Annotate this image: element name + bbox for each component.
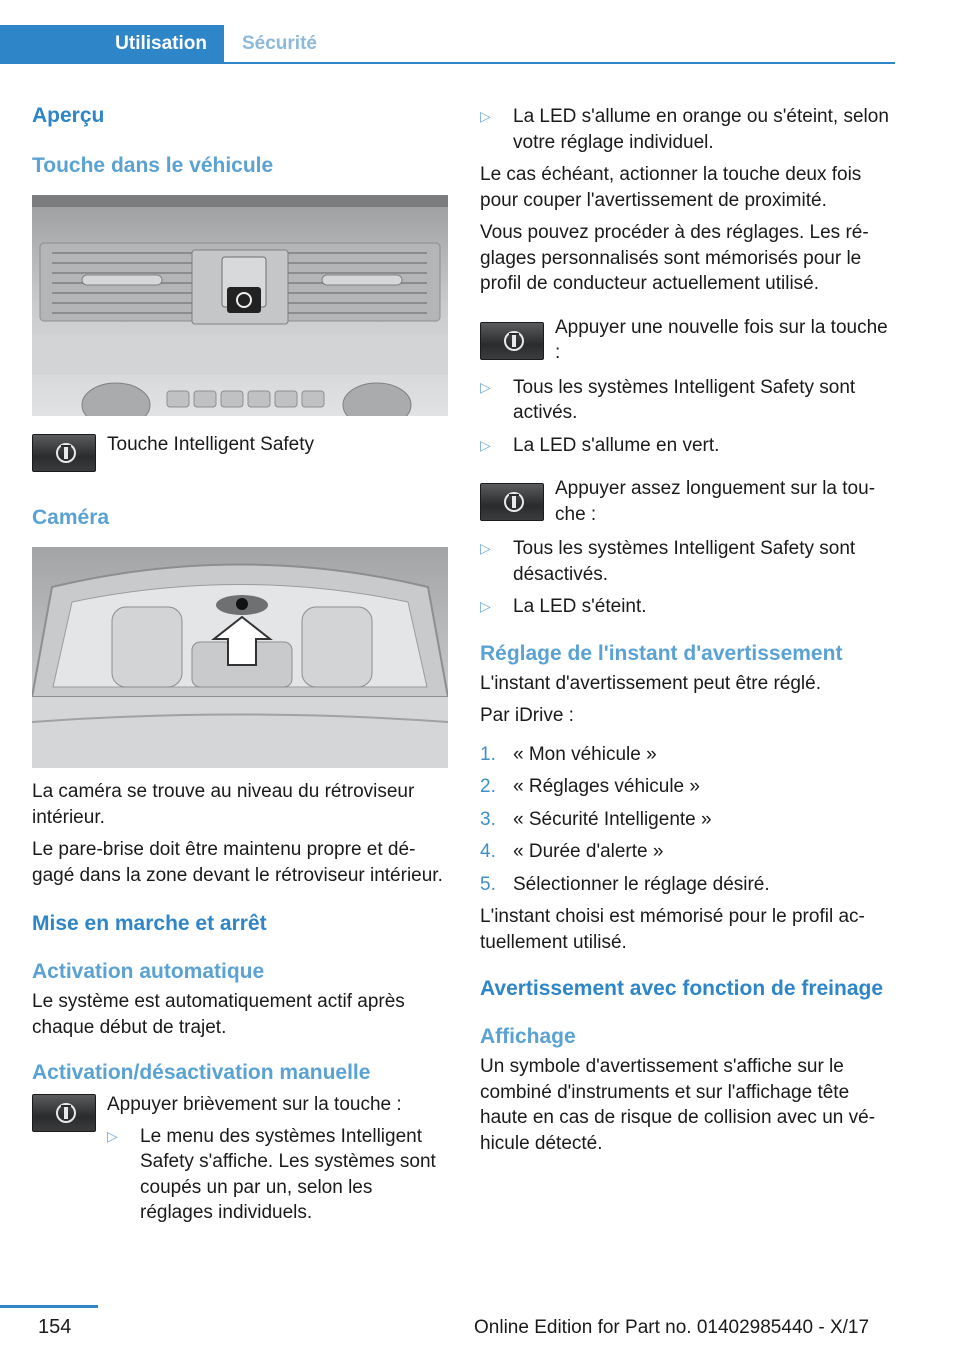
triangle-bullet-icon: ▷: [480, 540, 491, 556]
triangle-bullet-icon: ▷: [107, 1127, 118, 1144]
triangle-bullet-icon: ▷: [480, 108, 491, 124]
list-item: [480, 104, 895, 155]
step-text: Sélectionner le réglage désiré.: [513, 873, 770, 895]
heading-activation-manuelle: Activation/désactivation manuelle: [32, 1061, 371, 1084]
manual-button-row: [32, 1094, 448, 1226]
triangle-bullet-icon: ▷: [480, 378, 491, 395]
step-number: 1.: [480, 743, 496, 765]
intelligent-safety-button-icon: [32, 1094, 96, 1132]
instant-paragraph: L'instant choisi est mémorisé pour le profil actuellement utilisé.: [480, 906, 865, 953]
step-number: 5.: [480, 873, 496, 895]
list-item[interactable]: [480, 774, 895, 800]
footer-rule: [0, 1305, 98, 1308]
right-paragraph-1: Le cas échéant, actionner la touche deux fois pour couper l'avertissement de proximité.: [480, 164, 862, 211]
heading-affichage: Affichage: [480, 1025, 576, 1048]
intelligent-safety-button-icon: [480, 483, 544, 521]
step-number: 4.: [480, 841, 496, 862]
bullet-text: Le menu des systèmes Intelligent Safety s'affiche. Les systèmes sont coupés un par un, selon les réglages individuels.: [140, 1125, 436, 1223]
tab-securite[interactable]: Sécurité: [242, 33, 317, 54]
camera-paragraph-2: Le pare-brise doit être maintenu propre et dégagé dans la zone devant le rétroviseur intérieur.: [32, 839, 443, 886]
heading-touche: Touche dans le véhicule: [32, 154, 274, 177]
intelligent-safety-button-icon: [32, 434, 96, 472]
auto-paragraph: Le système est automatiquement actif après chaque début de trajet.: [32, 991, 405, 1038]
manual-button-caption: Appuyer brièvement sur la touche :: [107, 1094, 402, 1115]
right-paragraph-2: Vous pouvez procéder à des réglages. Les réglages personnalisés sont mémorisés pour le profil de conducteur actuellement utilisé.: [480, 222, 869, 294]
heading-reglage: Réglage de l'instant d'avertissement: [480, 641, 843, 665]
triangle-bullet-icon: ▷: [480, 598, 491, 614]
idrive-paragraph: Par iDrive :: [480, 705, 574, 726]
affichage-paragraph: Un symbole d'avertissement s'affiche sur le combiné d'instruments et sur l'affichage tête haute en cas de risque de collision avec un véhicule détecté.: [480, 1056, 876, 1154]
edition-line: Online Edition for Part no. 01402985440 - X/17: [474, 1317, 870, 1338]
step-text: « Réglages véhicule »: [513, 776, 700, 797]
list-item[interactable]: [480, 742, 895, 768]
heading-mise-en-marche: Mise en marche et arrêt: [32, 912, 267, 935]
tab-utilisation[interactable]: Utilisation: [0, 25, 224, 62]
dashboard-photo: [32, 195, 448, 416]
reglage-paragraph: L'instant d'avertissement peut être réglé.: [480, 672, 821, 694]
bullet-text: Tous les systèmes Intelligent Safety sont désactivés.: [513, 538, 856, 585]
dashboard-illustration: [32, 195, 448, 416]
list-item: [107, 1124, 448, 1226]
step-number: 3.: [480, 808, 496, 830]
safety-button-caption-row: [32, 434, 448, 472]
triangle-bullet-icon: ▷: [480, 436, 491, 453]
step-text: « Durée d'alerte »: [513, 841, 664, 862]
intelligent-safety-button-icon: [480, 322, 544, 360]
list-item[interactable]: [480, 807, 895, 833]
second-press-row: [480, 318, 895, 366]
left-column: [32, 95, 448, 1226]
heading-activation-automatique: Activation automatique: [32, 960, 265, 983]
bullet-text: La LED s'éteint.: [513, 596, 647, 617]
chapter-tabs: [0, 25, 895, 64]
list-item: [480, 375, 895, 426]
bullet-text: La LED s'allume en vert.: [513, 434, 720, 456]
long-press-caption: Appuyer assez longuement sur la touche :: [555, 478, 876, 525]
long-press-row: [480, 479, 895, 527]
bullet-text: Tous les systèmes Intelligent Safety sont activés.: [513, 376, 856, 423]
heading-avertissement-freinage: Avertissement avec fonction de freinage: [480, 977, 884, 1000]
camera-photo: [32, 547, 448, 768]
page-number: 154: [38, 1316, 72, 1338]
list-item: [480, 433, 895, 459]
heading-camera: Caméra: [32, 506, 110, 529]
idrive-steps: [480, 742, 895, 898]
list-item: [480, 536, 895, 587]
heading-apercu: Aperçu: [32, 104, 105, 127]
step-text: « Sécurité Intelligente »: [513, 808, 712, 830]
second-press-caption: Appuyer une nouvelle fois sur la touche :: [555, 316, 888, 363]
list-item[interactable]: [480, 839, 895, 865]
list-item[interactable]: [480, 872, 895, 898]
right-column: [480, 104, 895, 1156]
step-number: 2.: [480, 776, 496, 797]
windshield-camera-illustration: [32, 547, 448, 768]
camera-paragraph-1: La caméra se trouve au niveau du rétroviseur intérieur.: [32, 781, 415, 828]
list-item: [480, 594, 895, 620]
button-caption: Touche Intelligent Safety: [107, 434, 315, 455]
bullet-text: La LED s'allume en orange ou s'éteint, selon votre réglage individuel.: [513, 106, 889, 153]
step-text: « Mon véhicule »: [513, 743, 657, 765]
